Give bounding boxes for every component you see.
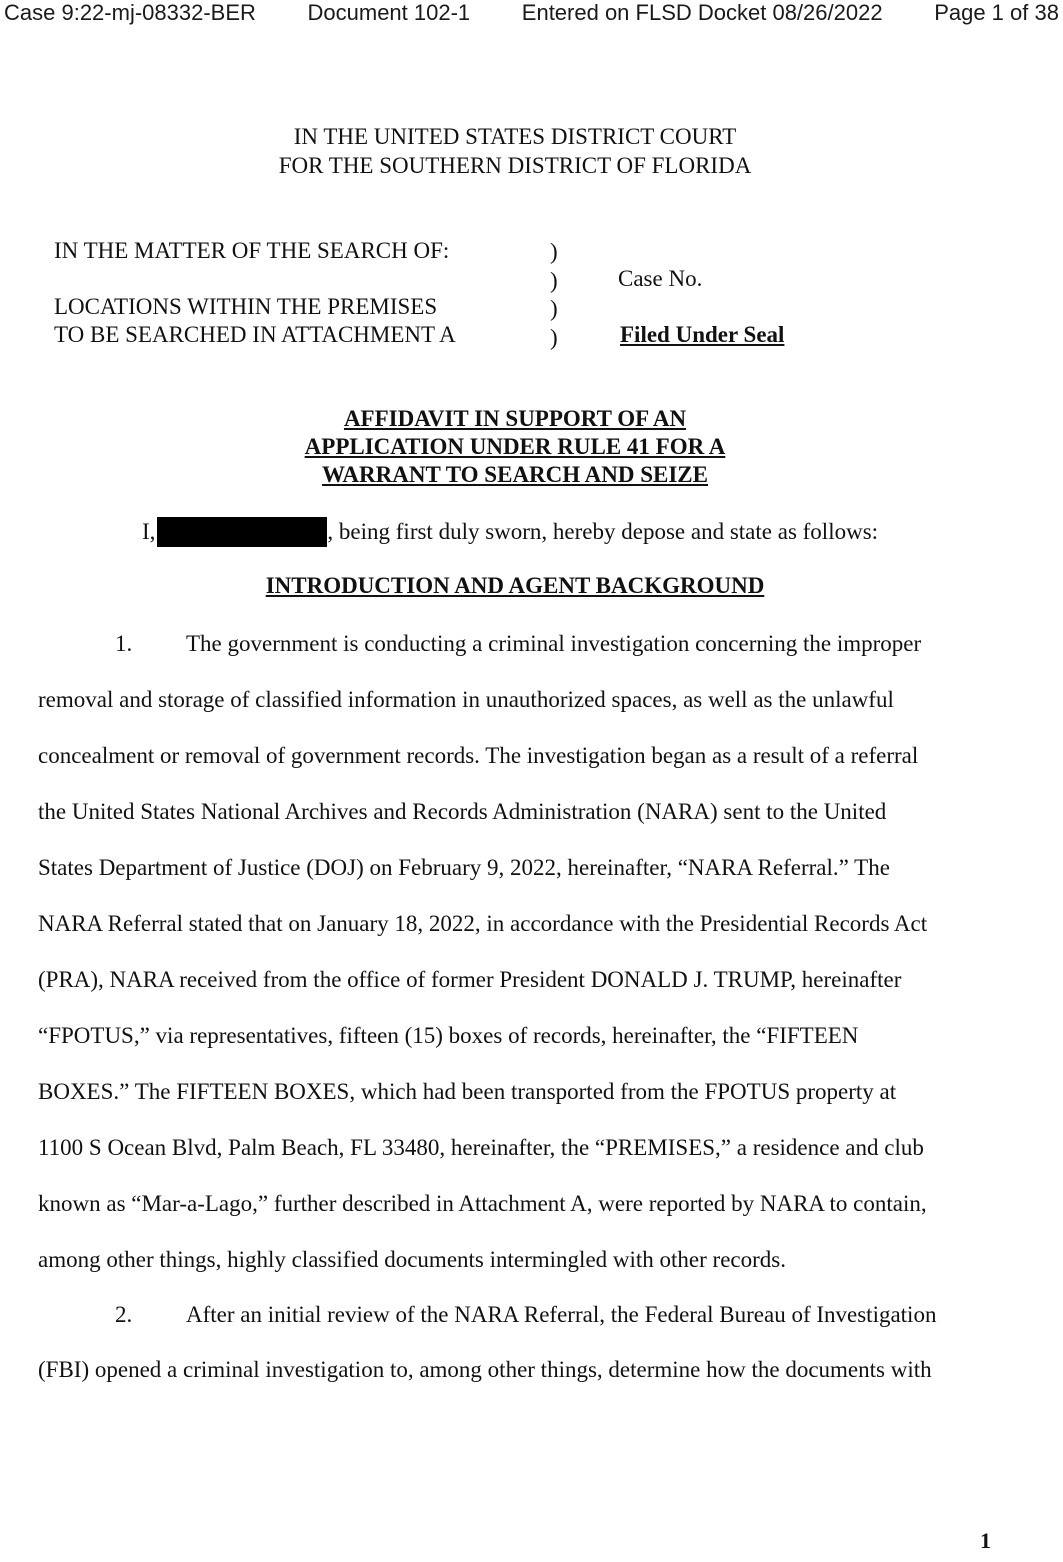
- oath-prefix: I,: [142, 519, 156, 544]
- court-heading-line-1: IN THE UNITED STATES DISTRICT COURT: [293, 124, 737, 149]
- docket-page-count: Page 1 of 38: [934, 0, 1059, 25]
- paragraph-2-line: (FBI) opened a criminal investigation to, among other things, determine how the documents with: [38, 1357, 932, 1382]
- paragraph-1-line: the United States National Archives and Records Administration (NARA) sent to the United: [38, 799, 887, 824]
- caption-locations-line-2: TO BE SEARCHED IN ATTACHMENT A: [54, 322, 456, 347]
- paragraph-1-number: 1.: [115, 631, 133, 656]
- paragraph-1-line: 1100 S Ocean Blvd, Palm Beach, FL 33480, hereinafter, the “PREMISES,” a residence and club: [38, 1135, 924, 1160]
- affidavit-title: [0, 405, 1030, 489]
- redaction-block: [157, 517, 327, 547]
- caption-paren: ): [550, 267, 558, 293]
- docket-document-number: Document 102-1: [307, 0, 471, 25]
- paragraph-1-line: BOXES.” The FIFTEEN BOXES, which had been transported from the FPOTUS property at: [38, 1079, 897, 1104]
- section-heading: INTRODUCTION AND AGENT BACKGROUND: [265, 573, 765, 598]
- caption-paren: ): [550, 239, 558, 264]
- paragraph-1-line: The government is conducting a criminal investigation concerning the improper: [186, 631, 922, 656]
- affidavit-title-line-3: WARRANT TO SEARCH AND SEIZE: [321, 462, 708, 487]
- caption-paren: ): [550, 324, 558, 350]
- paragraph-1-line: NARA Referral stated that on January 18, 2022, in accordance with the Presidential Records Act: [38, 911, 928, 936]
- paragraph-2-number: 2.: [115, 1302, 133, 1327]
- docket-header: [4, 0, 1059, 28]
- caption-paren: ): [550, 296, 558, 321]
- affidavit-title-line-2: APPLICATION UNDER RULE 41 FOR A: [304, 434, 726, 459]
- court-heading-line-2: FOR THE SOUTHERN DISTRICT OF FLORIDA: [278, 153, 752, 178]
- court-heading: [0, 122, 1030, 180]
- filed-under-seal: Filed Under Seal: [620, 322, 785, 347]
- page-number: 1: [980, 1528, 991, 1553]
- paragraph-1-line: known as “Mar-a-Lago,” further described in Attachment A, were reported by NARA to contain,: [38, 1191, 927, 1216]
- paragraph-1-line: “FPOTUS,” via representatives, fifteen (15) boxes of records, hereinafter, the “FIFTEEN: [38, 1023, 859, 1048]
- paragraph-2-line: After an initial review of the NARA Referral, the Federal Bureau of Investigation: [186, 1302, 937, 1327]
- docket-case-number: Case 9:22-mj-08332-BER: [4, 0, 256, 25]
- paragraph-1-line: concealment or removal of government records. The investigation began as a result of a referral: [38, 743, 919, 768]
- docket-entered-date: Entered on FLSD Docket 08/26/2022: [521, 0, 883, 25]
- oath-suffix: , being first duly sworn, hereby depose and state as follows:: [327, 519, 879, 544]
- oath-statement: [142, 517, 878, 547]
- affidavit-title-line-1: AFFIDAVIT IN SUPPORT OF AN: [343, 406, 687, 431]
- caption-matter: IN THE MATTER OF THE SEARCH OF:: [54, 238, 450, 263]
- paragraph-1-line: States Department of Justice (DOJ) on February 9, 2022, hereinafter, “NARA Referral.” The: [38, 855, 890, 880]
- case-number-label: Case No.: [618, 266, 703, 291]
- paragraph-1-line: (PRA), NARA received from the office of former President DONALD J. TRUMP, hereinafter: [38, 967, 902, 992]
- caption-parentheses: [550, 238, 558, 352]
- paragraph-1-line: removal and storage of classified information in unauthorized spaces, as well as the unlawful: [38, 687, 894, 712]
- caption-locations-line-1: LOCATIONS WITHIN THE PREMISES: [54, 294, 438, 319]
- paragraph-1-line: among other things, highly classified documents intermingled with other records.: [38, 1247, 786, 1272]
